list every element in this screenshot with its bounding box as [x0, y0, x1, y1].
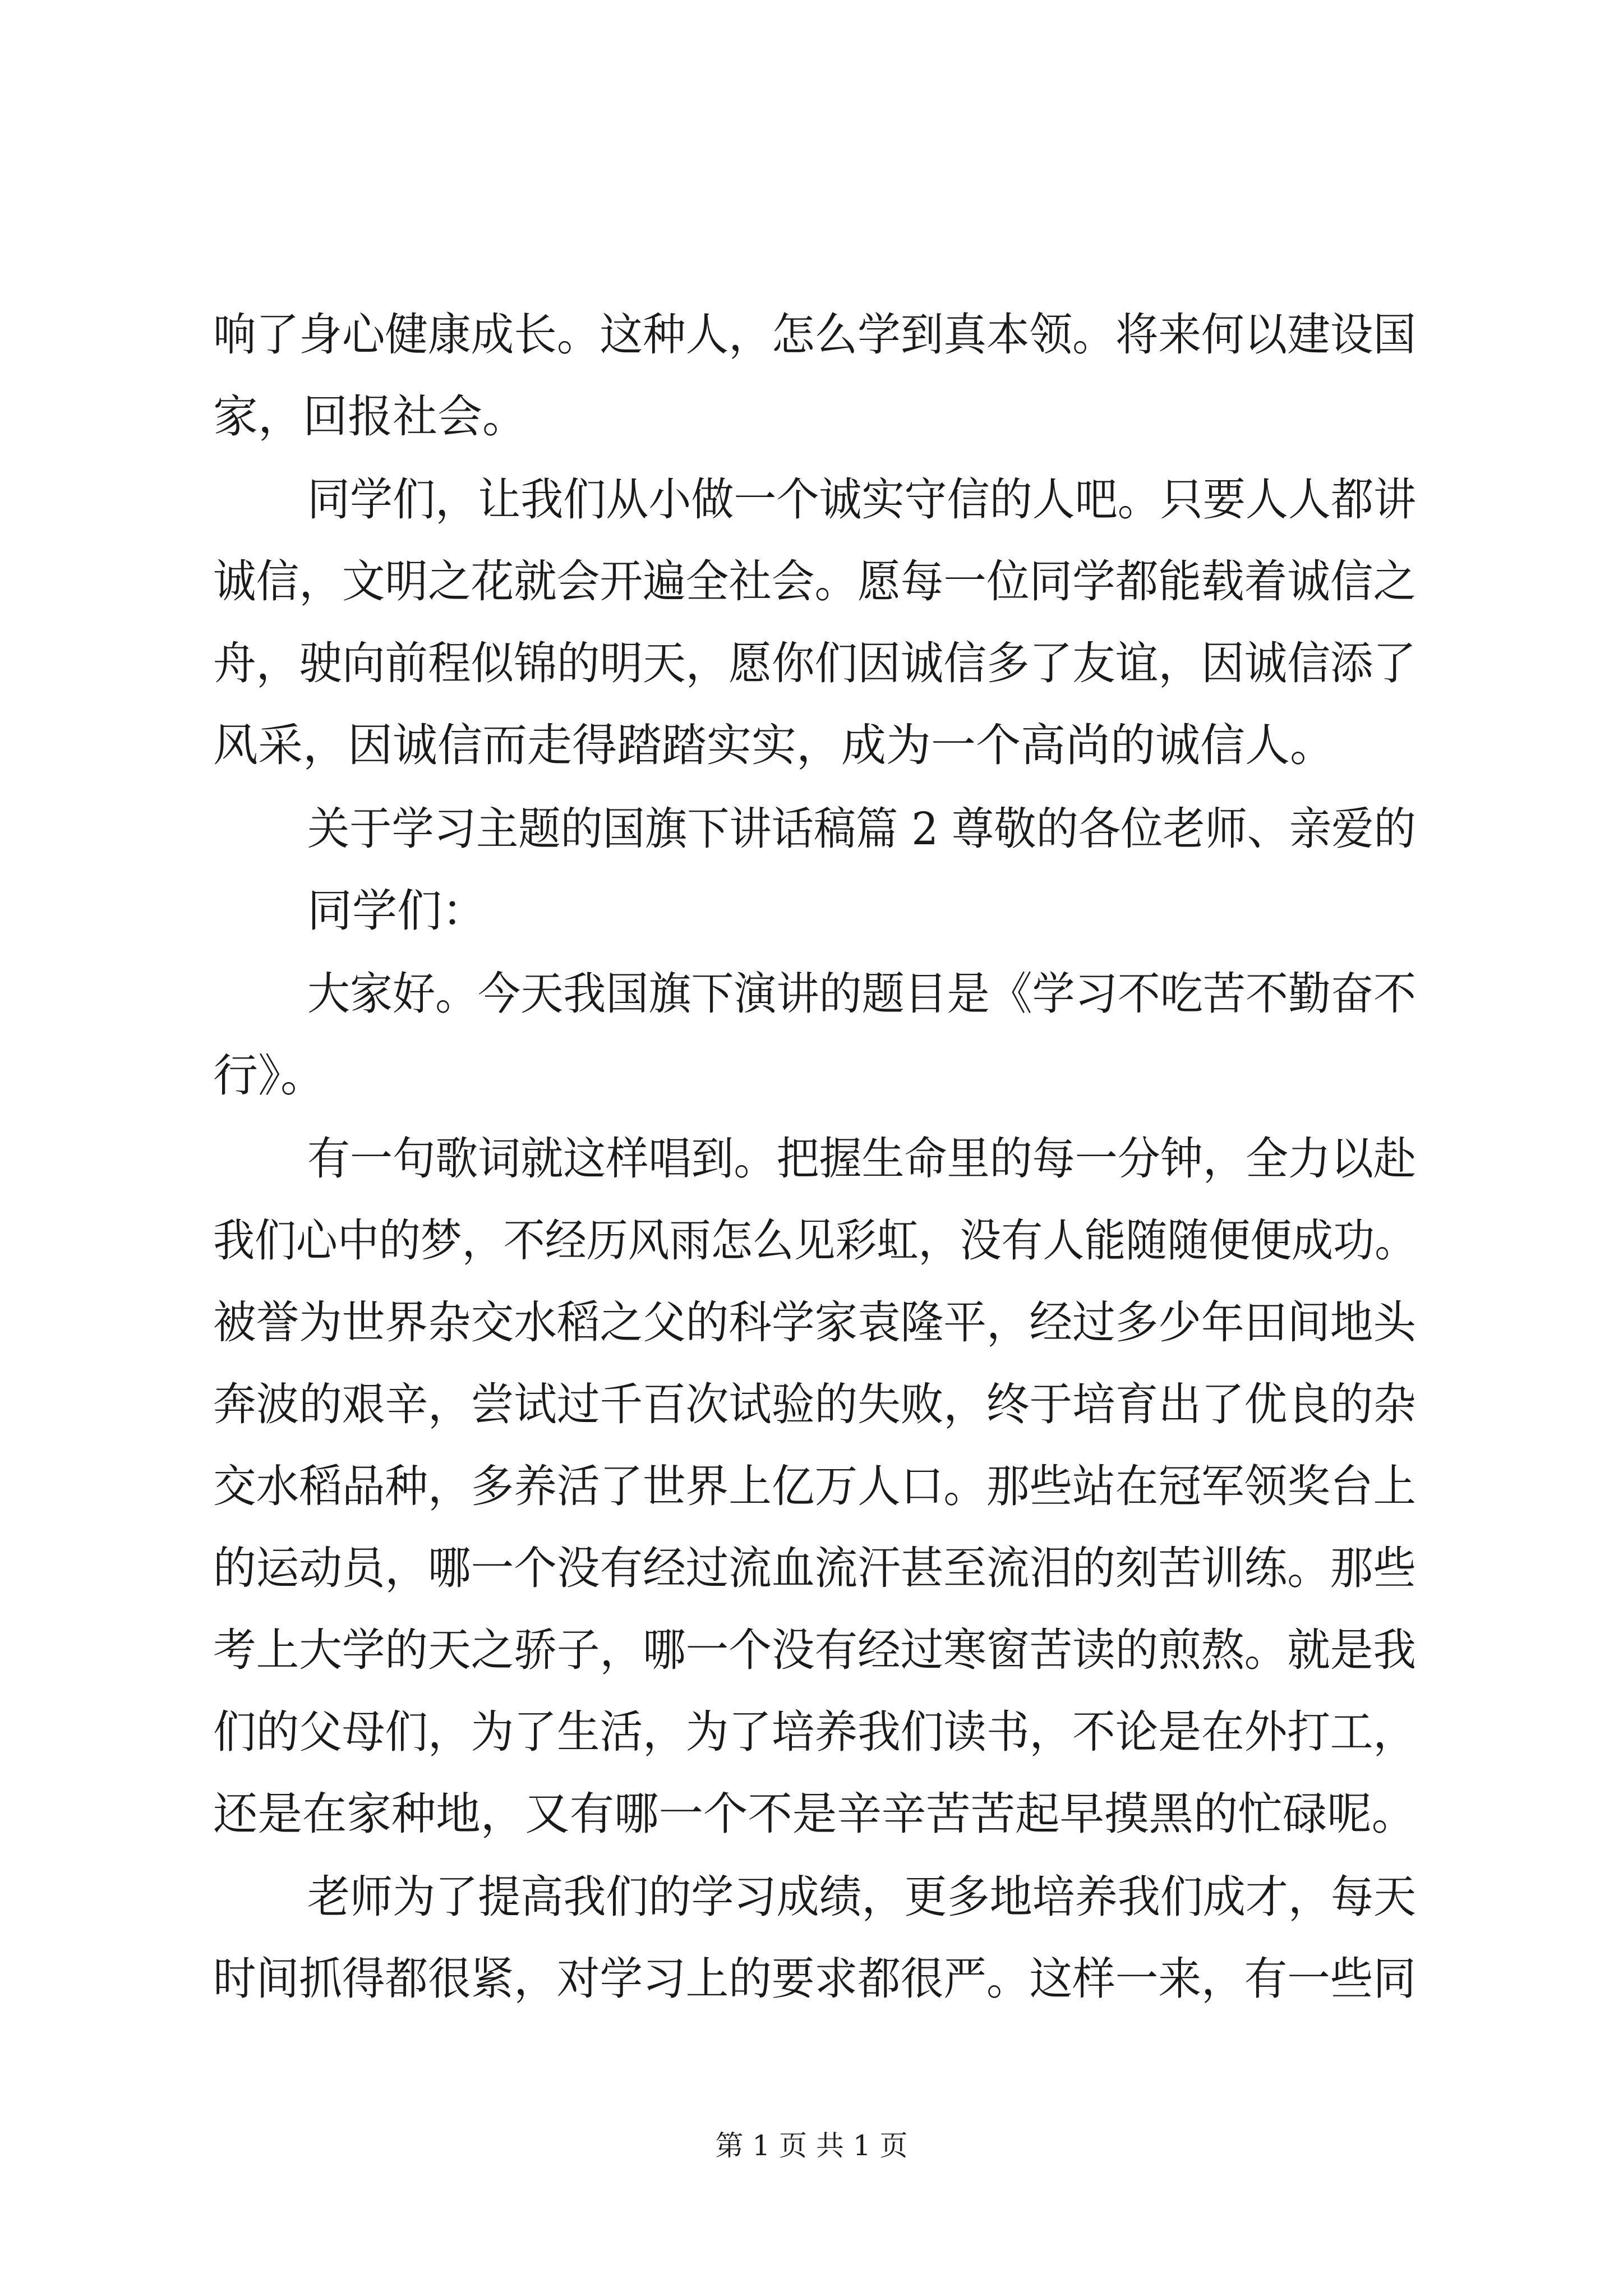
text-line: 交水稻品种，多养活了世界上亿万人口。那些站在冠军领奖台上	[213, 1460, 1417, 1512]
text-line: 舟，驶向前程似锦的明天，愿你们因诚信多了友谊，因诚信添了	[213, 637, 1417, 689]
text-line: 奔波的艰辛，尝试过千百次试验的失败，终于培育出了优良的杂	[213, 1378, 1417, 1430]
text-line: 有一句歌词就这样唱到。把握生命里的每一分钟，全力以赴	[307, 1133, 1417, 1185]
text-line: 还是在家种地，又有哪一个不是辛辛苦苦起早摸黑的忙碌呢。	[213, 1788, 1417, 1840]
text-line: 家，回报社会。	[213, 390, 527, 443]
text-line: 大家好。今天我国旗下演讲的题目是《学习不吃苦不勤奋不	[307, 968, 1417, 1020]
text-line: 同学们，让我们从小做一个诚实守信的人吧。只要人人都讲	[307, 473, 1417, 526]
text-line: 的运动员，哪一个没有经过流血流汗甚至流泪的刻苦训练。那些	[213, 1542, 1417, 1594]
text-line: 响了身心健康成长。这种人，怎么学到真本领。将来何以建设国	[213, 309, 1417, 361]
text-line: 老师为了提高我们的学习成绩，更多地培养我们成才，每天	[307, 1871, 1417, 1923]
text-line: 们的父母们，为了生活，为了培养我们读书，不论是在外打工，	[213, 1706, 1417, 1758]
text-line: 同学们：	[307, 885, 487, 937]
text-line: 我们心中的梦，不经历风雨怎么见彩虹，没有人能随随便便成功。	[213, 1214, 1417, 1267]
page-footer: 第 1 页 共 1 页	[715, 2129, 908, 2162]
text-line: 风采，因诚信而走得踏踏实实，成为一个高尚的诚信人。	[213, 719, 1335, 771]
text-line: 被誉为世界杂交水稻之父的科学家袁隆平，经过多少年田间地头	[213, 1296, 1417, 1349]
text-line: 考上大学的天之骄子，哪一个没有经过寒窗苦读的煎熬。就是我	[213, 1624, 1417, 1676]
text-line: 关于学习主题的国旗下讲话稿篇 2 尊敬的各位老师、亲爱的	[307, 803, 1416, 855]
text-line: 时间抓得都很紧，对学习上的要求都很严。这样一来，有一些同	[213, 1953, 1417, 2005]
text-line: 行》。	[213, 1050, 325, 1102]
text-line: 诚信，文明之花就会开遍全社会。愿每一位同学都能载着诚信之	[213, 555, 1417, 608]
